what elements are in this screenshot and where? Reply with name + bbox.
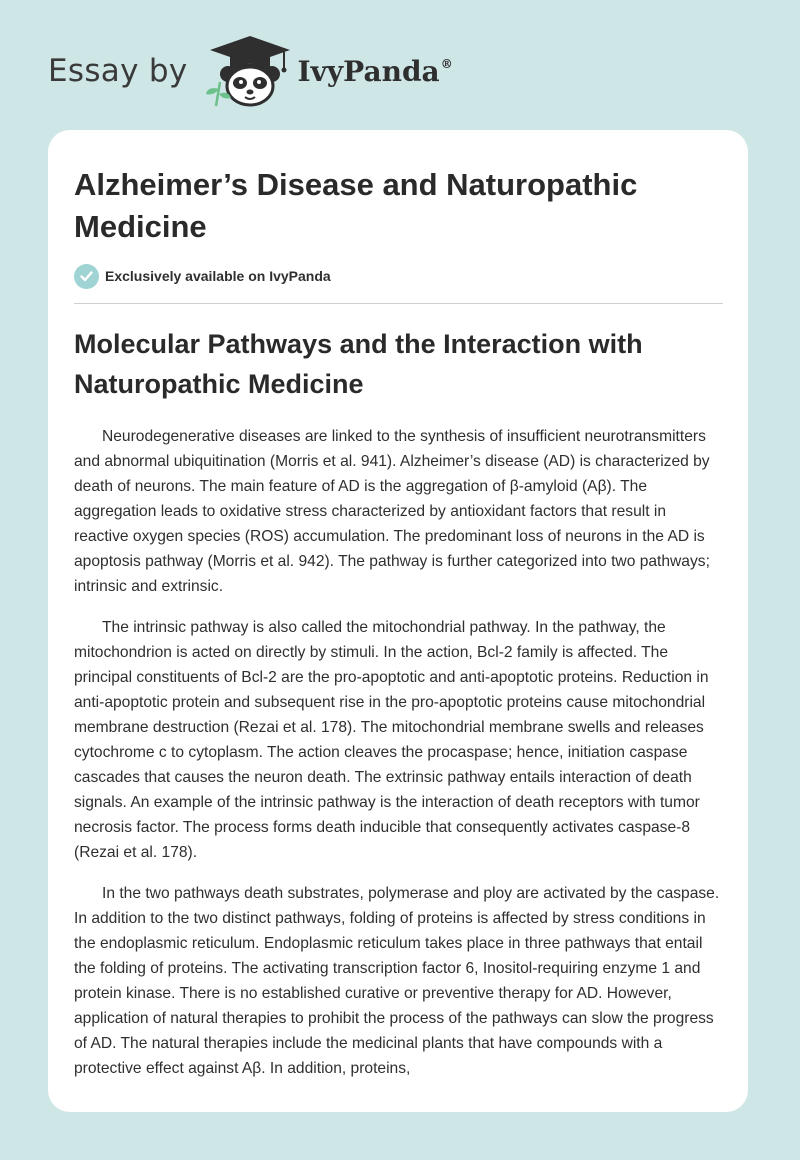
brand-header	[48, 34, 453, 108]
paragraph: In the two pathways death substrates, polymerase and ploy are activated by the caspase. In addition to the two distinct pathways, folding of proteins is affected by stress conditions in the endoplasmic reticulum. Endoplasmic reticulum takes place in three pathways that entail the folding of proteins. The activating transcription factor 6, Inositol-requiring enzyme 1 and protein kinase. There is no established curative or preventive therapy for AD. However, application of natural therapies to prohibit the process of the pathways can slow the progress of AD. The natural therapies include the medicinal plants that have compounds with a protective effect against Aβ. In addition, proteins,	[74, 885, 720, 1077]
exclusive-label: Exclusively available on IvyPanda	[105, 268, 331, 284]
panda-logo-icon[interactable]	[204, 34, 296, 108]
paragraph: The intrinsic pathway is also called the mitochondrial pathway. In the pathway, the mitochondrion is acted on directly by stimuli. In the action, Bcl-2 family is affected. The principal constituents of Bcl-2 are the pro-apoptotic and anti-apoptotic proteins. Reduction in anti-apoptotic protein and subsequent rise in the pro-apoptotic proteins cause mitochondrial membrane destruction (Rezai et al. 178). The mitochondrial membrane swells and releases cytochrome c to cytoplasm. The action cleaves the procaspase; hence, initiation caspase cascades that causes the neuron death. The extrinsic pathway entails interaction of death signals. An example of the intrinsic pathway is the interaction of death receptors with tumor necrosis factor. The process forms death inducible that consequently activates caspase-8 (Rezai et al. 178).	[74, 619, 709, 861]
brand-name[interactable]: IvyPanda®	[297, 54, 453, 88]
registered-mark: ®	[440, 56, 453, 71]
essay-body	[74, 424, 724, 1097]
essay-card	[48, 130, 748, 1112]
paragraph: Neurodegenerative diseases are linked to the synthesis of insufficient neurotransmitters and abnormal ubiquitination (Morris et al. 941). Alzheimer’s disease (AD) is characterized by death of neurons. The main feature of AD is the aggregation of β-amyloid (Aβ). The aggregation leads to oxidative stress characterized by antioxidant factors that result in reactive oxygen species (ROS) accumulation. The predominant loss of neurons in the AD is apoptosis pathway (Morris et al. 942). The pathway is further categorized into two pathways; intrinsic and extrinsic.	[74, 428, 710, 595]
section-heading: Molecular Pathways and the Interaction with Naturopathic Medicine	[74, 329, 643, 399]
divider	[74, 303, 723, 304]
essay-by-label: Essay by	[48, 53, 188, 89]
page-title: Alzheimer’s Disease and Naturopathic Medicine	[74, 167, 638, 244]
check-icon	[74, 264, 99, 289]
exclusive-badge	[74, 263, 331, 289]
